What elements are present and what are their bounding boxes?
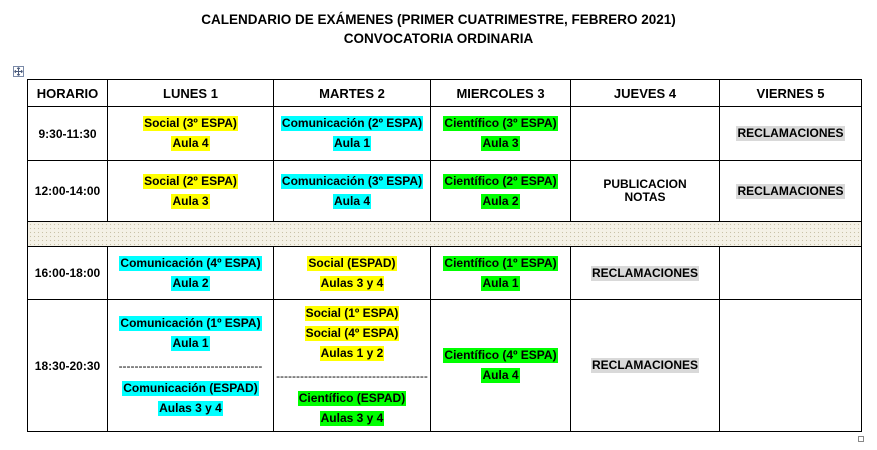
exam-room: Aula 3 [482, 136, 519, 150]
exam-room: Aula 4 [172, 136, 209, 150]
exam-subject: Comunicación (4º ESPA) [120, 255, 261, 270]
cell-jueves [571, 300, 720, 432]
cell-viernes [720, 300, 862, 432]
document-subtitle: CONVOCATORIA ORDINARIA [343, 31, 534, 46]
exam-subject: Comunicación (ESPAD) [123, 380, 258, 395]
exam-room: Aula 1 [482, 275, 519, 290]
exam-subject: Social (3º ESPA) [144, 116, 237, 130]
time-slot: 18:30-20:30 [28, 300, 108, 432]
cell-lunes [108, 161, 274, 222]
exam-room: Aula 4 [482, 368, 519, 382]
reclamaciones-label: RECLAMACIONES [737, 126, 844, 140]
exam-subject: Científico (1º ESPA) [444, 255, 557, 270]
exam-room: Aula 2 [482, 193, 519, 208]
cell-martes [274, 161, 431, 222]
exam-subject: Social (1º ESPA) [305, 305, 399, 320]
table-row [28, 300, 862, 432]
table-move-handle-icon[interactable] [13, 66, 24, 77]
header-row [28, 80, 862, 107]
cell-miercoles [431, 161, 571, 222]
exam-room: Aulas 3 y 4 [320, 410, 384, 425]
time-slot: 9:30-11:30 [28, 107, 108, 161]
table-row [28, 107, 862, 161]
header-martes: MARTES 2 [274, 80, 431, 107]
exam-room: Aula 1 [172, 335, 209, 350]
header-horario: HORARIO [28, 80, 108, 107]
exam-room: Aula 1 [333, 136, 370, 150]
exam-subject: Científico (3º ESPA) [444, 116, 557, 130]
cell-viernes [720, 107, 862, 161]
time-slot: 12:00-14:00 [28, 161, 108, 222]
header-viernes: VIERNES 5 [720, 80, 862, 107]
cell-miercoles [431, 247, 571, 300]
time-slot: 16:00-18:00 [28, 247, 108, 300]
exam-schedule-table [27, 79, 862, 432]
cell-lunes [108, 300, 274, 432]
exam-subject: Científico (2º ESPA) [444, 173, 557, 188]
cell-martes [274, 247, 431, 300]
cell-lunes [108, 107, 274, 161]
exam-room: Aulas 3 y 4 [159, 400, 222, 415]
exam-subject: Social (4º ESPA) [305, 325, 399, 340]
exam-subject: Científico (4º ESPA) [444, 348, 557, 362]
reclamaciones-label: RECLAMACIONES [591, 358, 698, 372]
header-jueves: JUEVES 4 [571, 80, 720, 107]
cell-miercoles [431, 107, 571, 161]
lunch-break-band [28, 222, 862, 247]
exam-room: Aula 4 [333, 193, 370, 208]
exam-subject: Social (ESPAD) [308, 255, 396, 270]
dashed-separator: -------------------------------------- [276, 368, 428, 383]
table-row [28, 161, 862, 222]
exam-room: Aula 3 [172, 193, 209, 208]
document-title: CALENDARIO DE EXÁMENES (PRIMER CUATRIMESTRE, FEBRERO 2021) [201, 12, 676, 27]
cell-viernes [720, 247, 862, 300]
cell-lunes [108, 247, 274, 300]
cell-jueves [571, 247, 720, 300]
exam-room: Aulas 1 y 2 [320, 345, 384, 360]
reclamaciones-label: RECLAMACIONES [591, 265, 698, 280]
cell-viernes [720, 161, 862, 222]
dashed-separator: ------------------------------------ [118, 358, 263, 373]
exam-subject: Comunicación (2º ESPA) [281, 116, 423, 130]
header-miercoles: MIERCOLES 3 [431, 80, 571, 107]
reclamaciones-label: RECLAMACIONES [737, 183, 844, 198]
exam-subject: Comunicación (3º ESPA) [281, 173, 423, 188]
separator-row [28, 222, 862, 247]
exam-room: Aulas 3 y 4 [320, 275, 384, 290]
table-row [28, 247, 862, 300]
exam-subject: Social (2º ESPA) [144, 173, 237, 188]
cell-martes [274, 300, 431, 432]
publicacion-label: PUBLICACION [603, 177, 687, 191]
exam-subject: Comunicación (1º ESPA) [120, 315, 261, 330]
notas-label: NOTAS [624, 190, 666, 204]
cell-jueves [571, 107, 720, 161]
table-resize-handle[interactable] [858, 436, 864, 442]
exam-room: Aula 2 [172, 275, 209, 290]
header-lunes: LUNES 1 [108, 80, 274, 107]
cell-miercoles [431, 300, 571, 432]
exam-subject: Científico (ESPAD) [298, 390, 406, 405]
cell-martes [274, 107, 431, 161]
cell-jueves [571, 161, 720, 222]
